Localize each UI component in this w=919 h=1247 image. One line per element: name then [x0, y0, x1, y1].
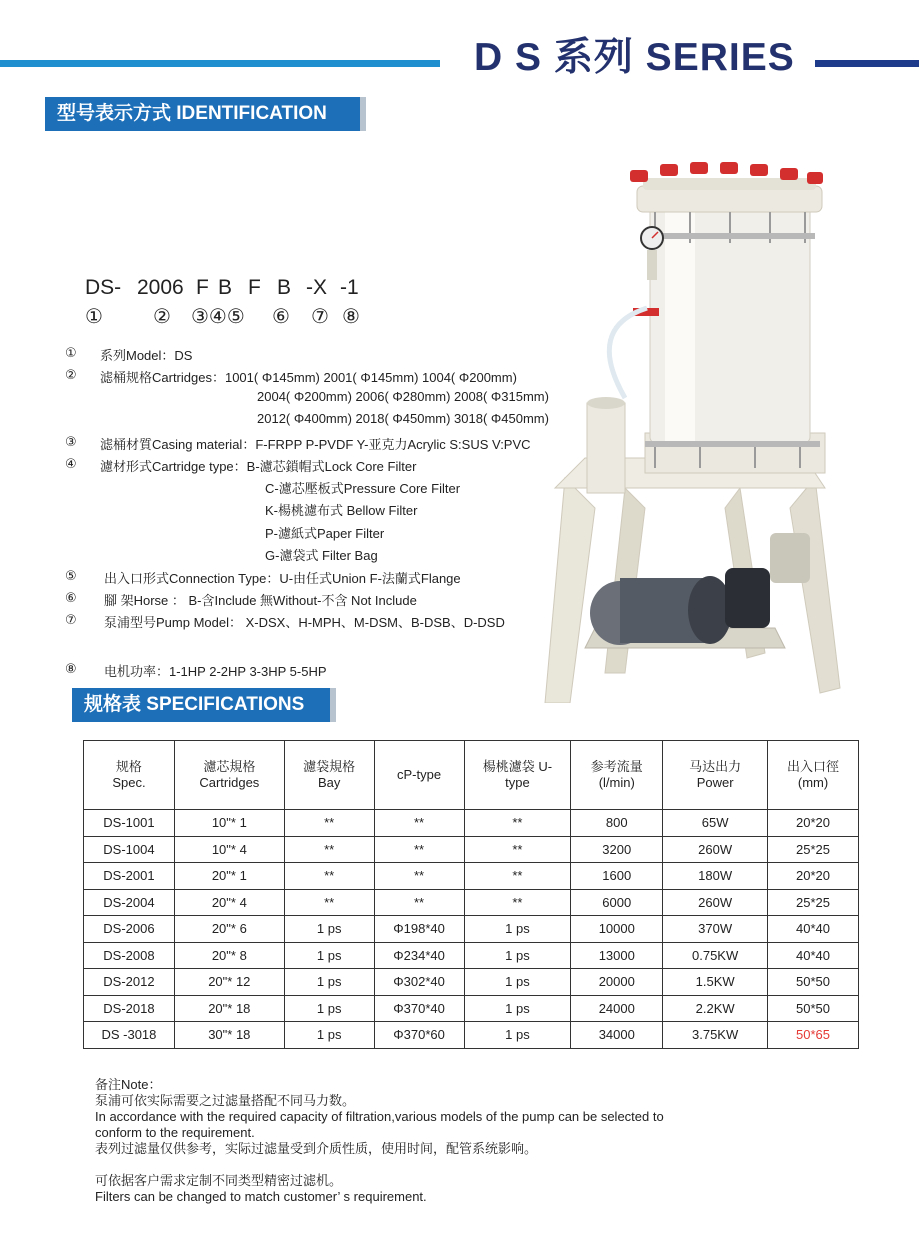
header-accent-bar-right: [815, 60, 919, 67]
table-row: [84, 916, 859, 943]
code-part-series: DS-: [85, 276, 122, 299]
table-header: [84, 741, 859, 810]
table-cell: Φ198*40: [374, 916, 464, 943]
note-line: conform to the requirement.: [95, 1125, 255, 1140]
table-cell: 3.75KW: [663, 1022, 768, 1049]
table-cell: 6000: [571, 889, 663, 916]
table-cell: **: [284, 863, 374, 890]
table-cell: 1600: [571, 863, 663, 890]
note-line: Filters can be changed to match customer’ s requirement.: [95, 1189, 427, 1204]
table-cell: 1 ps: [464, 916, 571, 943]
item-text: 泵浦型号Pump Model： X-DSX、H-MPH、M-DSM、B-DSB、D-DSD: [104, 615, 505, 630]
code-part-power: -1: [340, 276, 359, 299]
item-text: 2004( Φ200mm) 2006( Φ280mm) 2008( Φ315mm): [257, 389, 549, 404]
specifications-heading-text: 规格表 SPECIFICATIONS: [84, 694, 305, 715]
identification-heading-text: 型号表示方式 IDENTIFICATION: [57, 103, 327, 124]
header-cp-type: cP-type: [374, 741, 464, 810]
note-line: In accordance with the required capacity of filtration,various models of the pump can be selected to: [95, 1109, 664, 1124]
table-cell: 20"* 18: [174, 995, 284, 1022]
table-cell: **: [464, 810, 571, 837]
code-circle-2: ②: [153, 306, 171, 328]
table-cell: 1 ps: [284, 995, 374, 1022]
table-cell: 10"* 4: [174, 836, 284, 863]
table-cell: DS-2018: [84, 995, 175, 1022]
code-circle-345: ③④⑤: [191, 306, 245, 328]
table-cell: 24000: [571, 995, 663, 1022]
note-line: 表列过滤量仅供参考，实际过滤量受到介质性质，使用时间，配管系统影响。: [95, 1141, 538, 1156]
item-text: 出入口形式Connection Type：U-由任式Union F-法蘭式Flange: [104, 571, 461, 586]
table-row: [84, 1022, 859, 1049]
table-cell: DS-2004: [84, 889, 175, 916]
table-cell: 25*25: [768, 889, 859, 916]
item-number: ③: [65, 434, 77, 449]
item-text: 2012( Φ400mm) 2018( Φ450mm) 3018( Φ450mm): [257, 411, 549, 426]
item-text: P-濾紙式Paper Filter: [265, 526, 385, 541]
table-cell: 20"* 6: [174, 916, 284, 943]
table-cell: 1.5KW: [663, 969, 768, 996]
item-text: K-楊桃濾布式 Bellow Filter: [265, 503, 418, 518]
table-cell: 20*20: [768, 810, 859, 837]
item-text: C-濾芯壓板式Pressure Core Filter: [265, 481, 461, 496]
item-number: ⑧: [65, 661, 77, 676]
table-cell: 260W: [663, 889, 768, 916]
table-cell: 800: [571, 810, 663, 837]
code-circle-1: ①: [85, 306, 103, 328]
item-text: 系列Model：DS: [100, 348, 193, 363]
table-cell: DS-2008: [84, 942, 175, 969]
heading-shadow: [330, 688, 336, 722]
identification-heading: [45, 97, 360, 131]
code-part-type: B: [218, 276, 233, 299]
item-text: 濾材形式Cartridge type：B-濾芯鎖帽式Lock Core Filter: [100, 459, 417, 474]
table-cell: **: [374, 863, 464, 890]
item-number: ②: [65, 367, 77, 382]
table-cell: Φ234*40: [374, 942, 464, 969]
table-cell: 30"* 18: [174, 1022, 284, 1049]
table-cell: 50*50: [768, 995, 859, 1022]
code-part-cartridge: 2006: [137, 276, 184, 299]
table-cell: 20000: [571, 969, 663, 996]
page-title: D S 系列 SERIES: [474, 36, 795, 79]
table-row: [84, 995, 859, 1022]
table-row: [84, 863, 859, 890]
table-row: [84, 942, 859, 969]
code-part-horse: B: [277, 276, 292, 299]
table-cell: **: [284, 836, 374, 863]
code-part-material: F: [196, 276, 209, 299]
table-cell: 40*40: [768, 942, 859, 969]
table-cell: 50*50: [768, 969, 859, 996]
item-number: ⑤: [65, 568, 77, 583]
item-text: G-濾袋式 Filter Bag: [265, 548, 378, 563]
note-line: [95, 1157, 664, 1173]
table-cell: 65W: [663, 810, 768, 837]
table-cell: 20"* 12: [174, 969, 284, 996]
table-cell: Φ370*40: [374, 995, 464, 1022]
table-cell: 1 ps: [284, 916, 374, 943]
table-cell: 0.75KW: [663, 942, 768, 969]
table-cell: **: [464, 863, 571, 890]
item-number: ④: [65, 456, 77, 471]
code-circle-6: ⑥: [272, 306, 290, 328]
table-cell: 20"* 8: [174, 942, 284, 969]
code-circle-8: ⑧: [342, 306, 360, 328]
table-cell: Φ302*40: [374, 969, 464, 996]
table-cell: **: [464, 836, 571, 863]
table-cell: 40*40: [768, 916, 859, 943]
heading-shadow: [360, 97, 366, 131]
code-part-connection: F: [248, 276, 261, 299]
item-text: 滤桶规格Cartridges：1001( Φ145mm) 2001( Φ145mm) 1004( Φ200mm): [100, 370, 517, 385]
item-number: ⑥: [65, 590, 77, 605]
specifications-heading: [72, 688, 330, 722]
table-cell: 1 ps: [464, 995, 571, 1022]
note-line: 可依据客户需求定制不同类型精密过滤机。: [95, 1173, 343, 1188]
table-row: [84, 969, 859, 996]
note-line: 泵浦可依实际需要之过滤量搭配不同马力数。: [95, 1093, 356, 1108]
header-u-type: 楊桃濾袋 U- type: [464, 741, 571, 810]
table-cell: 50*65: [768, 1022, 859, 1049]
item-number: ①: [65, 345, 77, 360]
table-cell: 20*20: [768, 863, 859, 890]
table-cell: **: [284, 889, 374, 916]
table-cell: DS -3018: [84, 1022, 175, 1049]
table-row: [84, 836, 859, 863]
header-accent-bar-left: [0, 60, 440, 67]
header-power: 马达出力 Power: [663, 741, 768, 810]
table-cell: 1 ps: [284, 969, 374, 996]
item-number: ⑦: [65, 612, 77, 627]
table-cell: 1 ps: [464, 942, 571, 969]
table-row: [84, 810, 859, 837]
filter-machine-illustration: [525, 158, 855, 703]
specifications-table: [83, 740, 859, 1049]
table-body: [84, 810, 859, 1049]
header-flow: 参考流量 (l/min): [571, 741, 663, 810]
table-cell: 3200: [571, 836, 663, 863]
table-cell: DS-2012: [84, 969, 175, 996]
header-cartridges: 濾芯規格 Cartridges: [174, 741, 284, 810]
table-cell: DS-1001: [84, 810, 175, 837]
table-cell: 25*25: [768, 836, 859, 863]
header-bay: 濾袋規格 Bay: [284, 741, 374, 810]
table-cell: 34000: [571, 1022, 663, 1049]
table-cell: 260W: [663, 836, 768, 863]
table-cell: **: [464, 889, 571, 916]
table-cell: 1 ps: [464, 1022, 571, 1049]
table-cell: 10"* 1: [174, 810, 284, 837]
table-cell: 2.2KW: [663, 995, 768, 1022]
header-spec: 规格 Spec.: [84, 741, 175, 810]
table-cell: 20"* 4: [174, 889, 284, 916]
header-port: 出入口徑 (mm): [768, 741, 859, 810]
table-cell: **: [374, 810, 464, 837]
table-cell: 20"* 1: [174, 863, 284, 890]
table-cell: **: [284, 810, 374, 837]
table-cell: 180W: [663, 863, 768, 890]
note-line: 备注Note：: [95, 1077, 162, 1092]
table-cell: 13000: [571, 942, 663, 969]
item-text: 滤桶材質Casing material：F-FRPP P-PVDF Y-亚克力Acrylic S:SUS V:PVC: [100, 437, 531, 452]
code-circle-7: ⑦: [311, 306, 329, 328]
table-cell: 1 ps: [464, 969, 571, 996]
table-cell: 370W: [663, 916, 768, 943]
table-cell: DS-2006: [84, 916, 175, 943]
table-cell: Φ370*60: [374, 1022, 464, 1049]
table-cell: 1 ps: [284, 1022, 374, 1049]
notes: [95, 1077, 664, 1205]
code-part-pump: -X: [306, 276, 327, 299]
table-cell: DS-1004: [84, 836, 175, 863]
item-text: 电机功率：1-1HP 2-2HP 3-3HP 5-5HP: [104, 664, 327, 679]
table-row: [84, 889, 859, 916]
table-cell: DS-2001: [84, 863, 175, 890]
table-cell: 10000: [571, 916, 663, 943]
table-cell: **: [374, 836, 464, 863]
table-cell: 1 ps: [284, 942, 374, 969]
item-text: 腳 架Horse ： B-含Include 無Without-不含 Not Include: [104, 593, 417, 608]
table-cell: **: [374, 889, 464, 916]
